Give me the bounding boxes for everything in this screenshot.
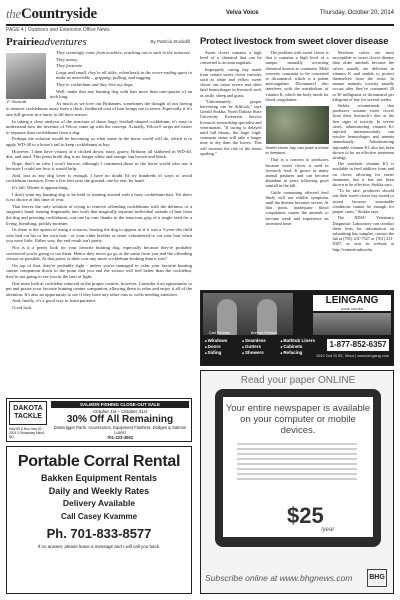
paragraph: That leaves the only solution of trying to remove offending cocklebums with the deftness of a surgeon's hand, turning fingernails into tools that magically separate individual strands of hair from the dog and pressing cocklebums, out one by one, thanks to the tenacious grip of a single seed for a living, breathing, prickly monster.	[6, 203, 192, 226]
corral-title: Portable Corral Rental	[17, 453, 181, 470]
paragraph: Nope, that's an idea I won't borrow, although I commend those in the horse world who use it because I could see how it would help.	[6, 160, 192, 172]
dakota-address: Hwy 83 & Bus Hwy 52 · 2001 S Broadway Minot, ND	[9, 427, 45, 439]
dakota-tackle-ad[interactable]	[6, 398, 192, 442]
author-photo	[6, 53, 46, 105]
section-logo-prefix: the	[6, 6, 21, 21]
corral-note: If no answer, please leave a message and I will call you back.	[37, 544, 161, 549]
paragraph: I don't want my hunting dog to be bald or running around with a hazy cocklebum hair. Yet there is no choice at this time of year.	[6, 191, 192, 203]
sale-headline: 30% Off All Remaining	[66, 414, 174, 425]
paragraph: The synthetic vitamin K3 is available in feed additive form and on clover, allowing for easier treatment, but it has not been shown to be effective, Stokka says.	[332, 161, 394, 188]
service-item: ■ Doors	[205, 344, 237, 349]
sale-banner: SALMON FISHING CLOSE-OUT SALE	[51, 401, 189, 408]
sale-dates: October 1st – October 31st	[92, 409, 148, 414]
paragraph: "Unfortunately, proper harvesting can be difficult," says Gerald Stokka, North Dakota State University Extension Service livestock stewardship specialist and veterinarian. "If curing is delayed until full bloom, the large, high-coumarin stems will take a longer time to dry than the leaves. This will increase the risk of the stems spoiling."	[200, 98, 262, 156]
author-photo-caption: P. Stockdill	[7, 99, 27, 105]
paragraph: Newborn calves are most susceptible to sweet clover disease than older animals because the calves usually are deficient in vitamin K and unable to protect themselves from the toxin. In mature animals, toxicity usually occurs after they've consumed 20 to 30 milligrams of dicoumarol per kilogram of hay for several weeks.	[332, 50, 394, 102]
column-1	[200, 50, 262, 253]
subscribe-link[interactable]: Subscribe online at www.bhgnews.com	[205, 573, 353, 583]
paragraph: The NDSU Veterinary Diagnostic Laboratory can conduct these tests for information on submitting hay samples, contact the lab at (701) 231-7527 or (701) 231-8307, or visit its website at http://vetmed.ndsu.edu.	[332, 215, 394, 252]
subscription-header: Read your paper ONLINE	[240, 375, 356, 386]
service-item: ■ Refacing	[281, 350, 325, 355]
publication-name: Velva Voice	[226, 10, 259, 16]
livestock-article-title: Protect livestock from sweet clover disease	[200, 36, 389, 47]
tablet-message: Your entire newspaper is available on your computer or mobile devices.	[225, 403, 371, 436]
page-subline: PAGE 4 | Outdoors and Extension Office News	[6, 27, 110, 33]
paragraph: In taking a close analysis of the structure of those large, football-shaped cocklebum, it's easy to understand how the inventor of Velcro came up with the concept. Actually, Velcro® strips are easier to separate than cocklebums from a dog.	[6, 118, 192, 135]
paragraph: One must look at cocklebur removal in the proper context, however. Consider it an opportunity to pet and praise your favorite hunting canine companion, allowing them to relax and enjoy it all of the attention. It's also an opportunity to see if they have any other cuts or welts needing attention.	[6, 280, 192, 297]
column-2	[266, 50, 329, 253]
masthead	[6, 6, 394, 26]
service-item: ■ Showers	[242, 350, 275, 355]
section-logo-title: Countryside	[20, 6, 97, 22]
paragraph: Cattle consuming affected feed likely will not exhibit symptoms until the disease becomes severe. At that point, inadequate blood coagulation causes the animals to become weak and experience an increased heart	[265, 189, 329, 226]
article-title-italic: adventures	[38, 36, 87, 48]
paragraph: The problem with sweet clover is that it contains a high level of a unique, naturally occurring chemical known as coumarin. Mold converts coumarin to be converted to dicoumarol, which is a potent anticoagulant. Dicoumarol also interferes with the metabolism of vitamin K, which the body needs for blood coagulation.	[265, 50, 329, 102]
paragraph: Sweet clover contains a high level of a chemical that can be converted to an anticoagulant.	[200, 50, 262, 66]
sale-items-text: Downrigger Parts, Accessories, Equipment Flashers, Dodges & Salmon Lures!	[53, 425, 187, 435]
person-figure	[217, 299, 237, 335]
section-logo	[6, 6, 97, 23]
column-3	[333, 50, 395, 253]
leingang-logo-sub: HOME CENTER	[340, 307, 364, 311]
paragraph: They frustrate.	[56, 63, 84, 69]
logo-line: DAKOTA	[13, 405, 43, 412]
subscription-price: $25	[287, 503, 324, 528]
corral-contact: Call Casey Kvamme	[60, 512, 138, 521]
paragraph: On top of that, they're probably right - unless you're managed to calm your favorite hunting canine companion down to the point that you and the scissor will feel better than the cocklebur, they're not going to see you in the best of light.	[6, 262, 192, 279]
owner-name: Brenda Reiman	[251, 331, 278, 335]
paragraph: Stokka recommends that producers assume sweet clover from their livestock's diet at the first signs of toxicity. In severe cases, administering vitamin K1 injected intramuscularly can resolve hemorrhages and anemia immediately. Administering injectable vitamin K1 also has been shown to be an effective treatment strategy.	[332, 103, 394, 161]
livestock-columns	[200, 50, 394, 253]
house-photo	[313, 313, 391, 335]
portable-corral-ad[interactable]	[6, 446, 192, 594]
paragraph: And, finally, it's a good way to learn patience.	[12, 298, 97, 304]
corral-company: Bakken Equipment Rentals	[40, 473, 158, 483]
logo-line: TACKLE	[14, 413, 42, 420]
leingang-phone: 1-877-852-6357	[327, 339, 389, 351]
bhg-logo: BHG	[367, 569, 387, 587]
paragraph: They annoy.	[56, 56, 79, 62]
paragraph: "To be safe, producers should test their sweet clover hay stored or stored because seasonable conditions cannot be enough for proper cures," Stokka says.	[332, 188, 394, 215]
corral-phone: Ph. 701-833-8577	[46, 526, 152, 541]
paragraph: Nor is it a pretty look for your favorite hunting dog, especially because they're probably convinced you're going to cut them. Hence they never go go at the same from you and the offending scissor as possible. At that point, is their coat any more cocklebum-looking than it was?	[6, 245, 192, 262]
leingang-ad[interactable]	[200, 290, 394, 366]
sale-items	[51, 426, 189, 440]
leingang-logo-text: LEINGANG	[325, 295, 379, 306]
dakota-tackle-logo	[9, 401, 47, 425]
person-figure	[257, 299, 277, 335]
online-subscription-ad[interactable]	[200, 370, 394, 594]
leingang-logo	[313, 295, 391, 311]
article-body	[6, 50, 192, 311]
service-item: ■ Gutters	[242, 344, 275, 349]
corral-rates: Daily and Weekly Rates	[48, 486, 150, 496]
paragraph: As much as we love our Brittanies, sometimes the thought of not having to remove cocklebums away from a thick, feathered coat of hair brings me to terror. Especially if it's one full-grown in a hurry to fill their season.	[6, 100, 192, 117]
paragraph: And, just as any dog lover is enough, I have no doubt I'd try hundreds of ways to avoid cocklebum invasion. Even a few feet onto the ground, one by one, by hand.	[6, 172, 192, 184]
paragraph: Improperly curing hay made from certain sweet clover varieties such as white and yellow sweet clover can cause severe and often fatal hemorrhages in livestock such as cattle, sheep and goats.	[200, 66, 262, 98]
tablet-screen	[223, 397, 373, 537]
owner-name: Carl Reiman	[209, 331, 231, 335]
paragraph: They're cocklebum and they love my dogs.	[56, 81, 134, 87]
service-item: ■ Siding	[205, 350, 237, 355]
service-item: ■ Bathtub Liners	[281, 338, 325, 343]
sweet-clover-caption: Sweet clover hay can pose a threat to livestock.	[265, 145, 329, 156]
sweet-clover-photo	[266, 106, 329, 144]
corral-delivery: Delivery Available	[62, 498, 136, 508]
newspaper-page	[6, 6, 394, 596]
paragraph: Good luck.	[12, 304, 33, 310]
service-item: ■ Windows	[205, 338, 237, 343]
owners-photo	[203, 293, 293, 335]
paragraph: Well, make that any hunting dog with hair more than one-quarter of an inch long.	[50, 88, 192, 100]
paragraph: It's fall. Winter is approaching.	[12, 185, 69, 191]
article-byline: By Patricia Stockdill	[150, 39, 190, 44]
subscription-period: /year	[321, 527, 335, 533]
issue-date: Thursday, October 20, 2014	[319, 10, 394, 16]
paragraph: Perhaps the solution would be becoming so what some in the horse world will do, which is to apply WD-40 to a horse's tail to keep cocklebums at bay.	[6, 136, 192, 147]
article-title-main: Prairie	[6, 36, 39, 48]
paragraph: They seemingly come from nowhere, reaching out to suck in the innocent.	[56, 50, 191, 55]
dakota-phone: 701-223-3052	[106, 434, 134, 440]
service-item: ■ Cabinets	[281, 344, 325, 349]
services-list	[205, 338, 325, 355]
tablet-illustration	[215, 389, 381, 547]
leingang-address: 2610 2nd St SE, Minot | www.leingang.com	[316, 354, 389, 358]
paragraph: However, I then have visions of a clicked down, rusty, gooey, Brittany all slathered in WD-40, dirt, and mud. This prom bride dog is no longer white and orange, but brown and black.	[6, 148, 192, 160]
tablet-text-lines	[237, 443, 357, 483]
service-item: ■ Seamless	[242, 338, 275, 343]
paragraph: Large and small, they're all alike, relentlessly in the never-ending quest to make us miserable – gripping, pulling, and tugging.	[56, 69, 192, 81]
paragraph: That is a concern to producers because sweet clover is used in livestock feed. It grows in many animal pastures and can become abundant in years following good rainfall in the fall.	[265, 157, 329, 189]
paragraph: Or there is the option of using a scissors, leaving the dog to appear as if it was a 5-year-old child who had cut his or her own hair - or your older brother or sister volunteered to cut your hair when you were little. Either way, the end result isn't pretty.	[6, 227, 192, 244]
